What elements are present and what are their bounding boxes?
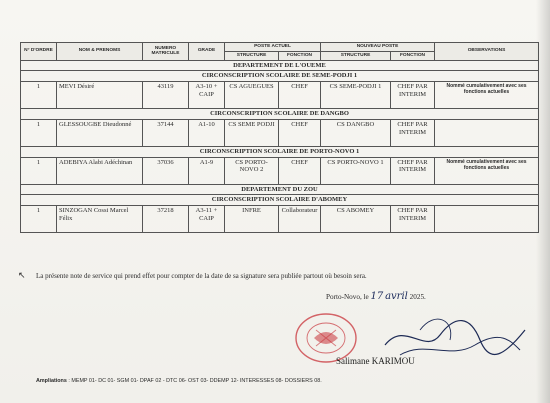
section-circ-dangbo: CIRCONSCRIPTION SCOLAIRE DE DANGBO xyxy=(21,109,539,120)
cell-observations: Nommé cumulativement avec ses fonctions actuelles xyxy=(435,82,539,109)
header-matricule: NUMERO MATRICULE xyxy=(143,43,189,61)
signer-name: Salimane KARIMOU xyxy=(336,356,415,366)
date-year: 2025. xyxy=(409,293,426,301)
assignment-table xyxy=(20,42,539,233)
cell-matricule: 37036 xyxy=(143,157,189,184)
header-fonction-nouveau: FONCTION xyxy=(391,51,435,60)
cell-structure-actuel: INFRE xyxy=(225,206,279,233)
cell-matricule: 43119 xyxy=(143,82,189,109)
cell-fonction-nouveau: CHEF PAR INTERIM xyxy=(391,82,435,109)
section-row xyxy=(21,184,539,195)
cell-ordre: 1 xyxy=(21,119,57,146)
cell-fonction-nouveau: CHEF PAR INTERIM xyxy=(391,157,435,184)
cell-structure-nouveau: CS PORTO-NOVO 1 xyxy=(321,157,391,184)
cell-nom: SINZOGAN Cossi Marcel Félix xyxy=(57,206,143,233)
cell-observations: Nommé cumulativement avec ses fonctions actuelles xyxy=(435,157,539,184)
cell-structure-actuel: CS SEME PODJI xyxy=(225,119,279,146)
header-nouveau-poste: NOUVEAU POSTE xyxy=(321,43,435,52)
section-circ-seme: CIRCONSCRIPTION SCOLAIRE DE SEME-PODJI 1 xyxy=(21,71,539,82)
ampliations-label: Ampliations xyxy=(36,378,67,384)
date-day: 17 xyxy=(370,291,384,302)
cell-ordre: 1 xyxy=(21,82,57,109)
cell-fonction-nouveau: CHEF PAR INTERIM xyxy=(391,119,435,146)
service-note-text: La présente note de service qui prend effet pour compter de la date de sa signature sera publiée partout où besoin sera. xyxy=(36,272,367,280)
header-nom: NOM & PRENOMS xyxy=(57,43,143,61)
header-row xyxy=(21,43,539,52)
cell-structure-actuel: CS PORTO-NOVO 2 xyxy=(225,157,279,184)
ampliations-list: : MEMP 01- DC 01- SGM 01- DPAF 02 - DTC 06- OST 03- DDEMP 12- INTERESSES 08- DOSSIERS 08. xyxy=(68,378,322,384)
section-row xyxy=(21,146,539,157)
cell-ordre: 1 xyxy=(21,206,57,233)
cell-fonction-actuel: CHEF xyxy=(279,119,321,146)
cell-structure-actuel: CS AGUEGUES xyxy=(225,82,279,109)
cell-structure-nouveau: CS SEME-PODJI 1 xyxy=(321,82,391,109)
section-row xyxy=(21,60,539,71)
section-dept-oueme: DEPARTEMENT DE L'OUEME xyxy=(21,60,539,71)
table-row xyxy=(21,206,539,233)
section-circ-porto: CIRCONSCRIPTION SCOLAIRE DE PORTO-NOVO 1 xyxy=(21,146,539,157)
section-row xyxy=(21,71,539,82)
cell-ordre: 1 xyxy=(21,157,57,184)
cell-nom: ADEBIYA Alabi Adéchinan xyxy=(57,157,143,184)
cell-grade: A1-10 xyxy=(189,119,225,146)
cell-structure-nouveau: CS DANGBO xyxy=(321,119,391,146)
cell-matricule: 37218 xyxy=(143,206,189,233)
header-fonction-actuel: FONCTION xyxy=(279,51,321,60)
table-row xyxy=(21,82,539,109)
handwritten-mark-icon: ↖ xyxy=(18,270,26,280)
cell-structure-nouveau: CS ABOMEY xyxy=(321,206,391,233)
header-structure-nouveau: STRUCTURE xyxy=(321,51,391,60)
cell-fonction-nouveau: CHEF PAR INTERIM xyxy=(391,206,435,233)
cell-grade: A1-9 xyxy=(189,157,225,184)
header-poste-actuel: POSTE ACTUEL xyxy=(225,43,321,52)
cell-nom: MEVI Désiré xyxy=(57,82,143,109)
header-structure-actuel: STRUCTURE xyxy=(225,51,279,60)
cell-matricule: 37144 xyxy=(143,119,189,146)
header-grade: GRADE xyxy=(189,43,225,61)
section-row xyxy=(21,195,539,206)
cell-nom: GLESSOUGBE Dieudonné xyxy=(57,119,143,146)
cell-fonction-actuel: CHEF xyxy=(279,157,321,184)
header-observations: OBSERVATIONS xyxy=(435,43,539,61)
table-row xyxy=(21,157,539,184)
cell-observations xyxy=(435,119,539,146)
section-circ-abomey: CIRCONSCRIPTION SCOLAIRE D'ABOMEY xyxy=(21,195,539,206)
section-dept-zou: DEPARTEMENT DU ZOU xyxy=(21,184,539,195)
header-ordre: N° D'ORDRE xyxy=(21,43,57,61)
cell-fonction-actuel: CHEF xyxy=(279,82,321,109)
ampliations-line xyxy=(36,378,322,384)
date-month: avril xyxy=(385,291,408,302)
cell-observations xyxy=(435,206,539,233)
table-row xyxy=(21,119,539,146)
page-edge-shadow xyxy=(536,0,550,403)
section-row xyxy=(21,109,539,120)
date-place: Porto-Novo, le xyxy=(326,293,369,301)
cell-fonction-actuel: Collaborateur xyxy=(279,206,321,233)
cell-grade: A3-10 + CAIP xyxy=(189,82,225,109)
cell-grade: A3-11 + CAIP xyxy=(189,206,225,233)
